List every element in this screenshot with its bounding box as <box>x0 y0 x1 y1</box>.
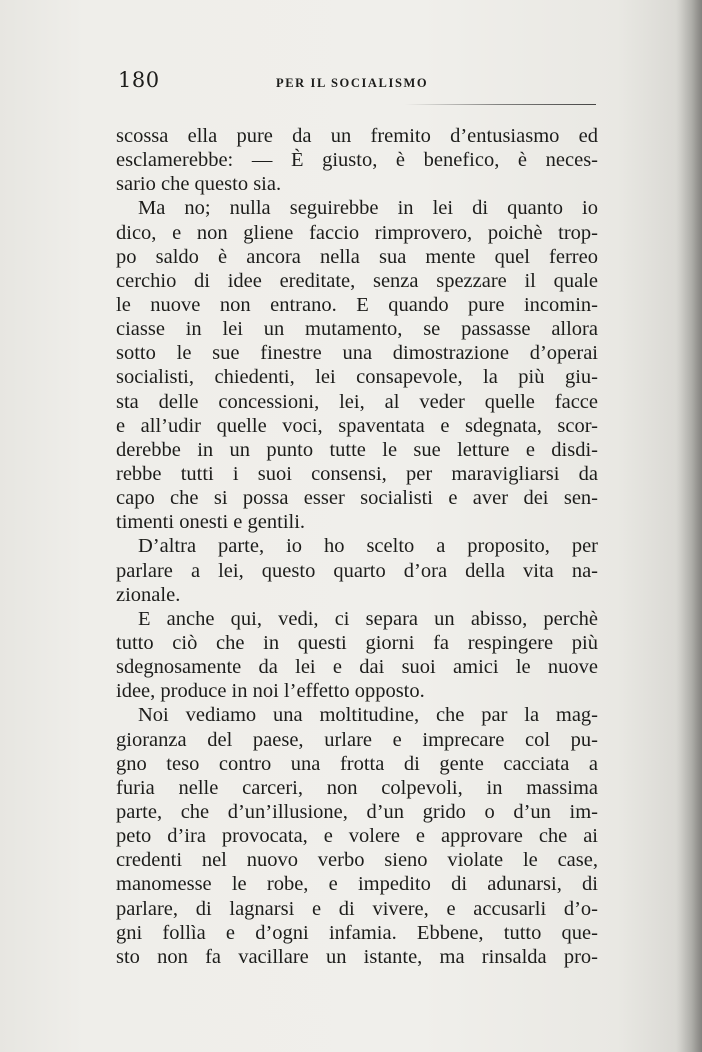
text-line: scossa ella pure da un fremito d’entusiasmo ed <box>116 125 598 147</box>
text-line: E anche qui, vedi, ci separa un abisso, perchè <box>138 607 598 630</box>
running-head: PER IL SOCIALISMO <box>276 76 429 90</box>
body-text <box>116 124 598 969</box>
text-line: sta delle concessioni, lei, al veder quelle facce <box>116 390 598 413</box>
text-line: derebbe in un punto tutte le sue letture e disdi- <box>116 438 598 461</box>
text-line: D’altra parte, io ho scelto a proposito, per <box>138 535 598 558</box>
text-line: Noi vediamo una moltitudine, che par la mag- <box>138 704 598 727</box>
text-line: gioranza del paese, urlare e imprecare col pu- <box>116 728 598 751</box>
text-line: furia nelle carceri, non colpevoli, in massima <box>116 776 598 799</box>
text-line: gni follìa e d’ogni infamia. Ebbene, tutto que- <box>116 921 598 944</box>
header-rule <box>118 104 596 105</box>
text-line: sotto le sue finestre una dimostrazione d’operai <box>116 342 598 365</box>
text-line: rebbe tutti i suoi consensi, per maravigliarsi da <box>116 462 598 485</box>
text-line: le nuove non entrano. E quando pure incomin- <box>116 293 598 316</box>
page-header <box>118 66 598 96</box>
text-line: parlare, di lagnarsi e di vivere, e accusarli d’o- <box>116 897 598 920</box>
text-line: esclamerebbe: — È giusto, è benefico, è neces- <box>116 149 598 172</box>
text-line: peto d’ira provocata, e volere e approvare che ai <box>116 825 598 848</box>
text-line: e all’udir quelle voci, spaventata e sdegnata, scor- <box>116 414 598 437</box>
page-number: 180 <box>118 68 160 92</box>
page-edge-shadow <box>676 0 702 1052</box>
text-line: sario che questo sia. <box>116 173 282 196</box>
text-line: manomesse le robe, e impedito di adunarsi, di <box>116 873 598 896</box>
text-line: sto non fa vacillare un istante, ma rinsalda pro- <box>116 945 598 968</box>
text-line: idee, produce in noi l’effetto opposto. <box>116 680 425 703</box>
text-line: timenti onesti e gentili. <box>116 511 306 534</box>
text-line: ciasse in lei un mutamento, se passasse allora <box>116 318 598 341</box>
text-line: po saldo è ancora nella sua mente quel ferreo <box>116 245 598 268</box>
text-line: cerchio di idee ereditate, senza spezzare il quale <box>116 269 598 292</box>
text-line: Ma no; nulla seguirebbe in lei di quanto io <box>138 197 598 220</box>
text-line: socialisti, chiedenti, lei consapevole, la più giu- <box>116 366 598 389</box>
text-line: credenti nel nuovo verbo sieno violate le case, <box>116 849 598 872</box>
text-line: parte, che d’un’illusione, d’un grido o d’un im- <box>116 800 598 823</box>
text-line: parlare a lei, questo quarto d’ora della vita na- <box>116 559 598 582</box>
text-line: zionale. <box>116 583 181 606</box>
text-line: dico, e non gliene faccio rimprovero, poichè trop- <box>116 221 598 244</box>
text-line: sdegnosamente da lei e dai suoi amici le nuove <box>116 656 598 679</box>
text-line: gno teso contro una frotta di gente cacciata a <box>116 752 598 775</box>
text-line: capo che si possa esser socialisti e aver dei sen- <box>116 487 598 510</box>
text-line: tutto ciò che in questi giorni fa respingere più <box>116 631 598 654</box>
